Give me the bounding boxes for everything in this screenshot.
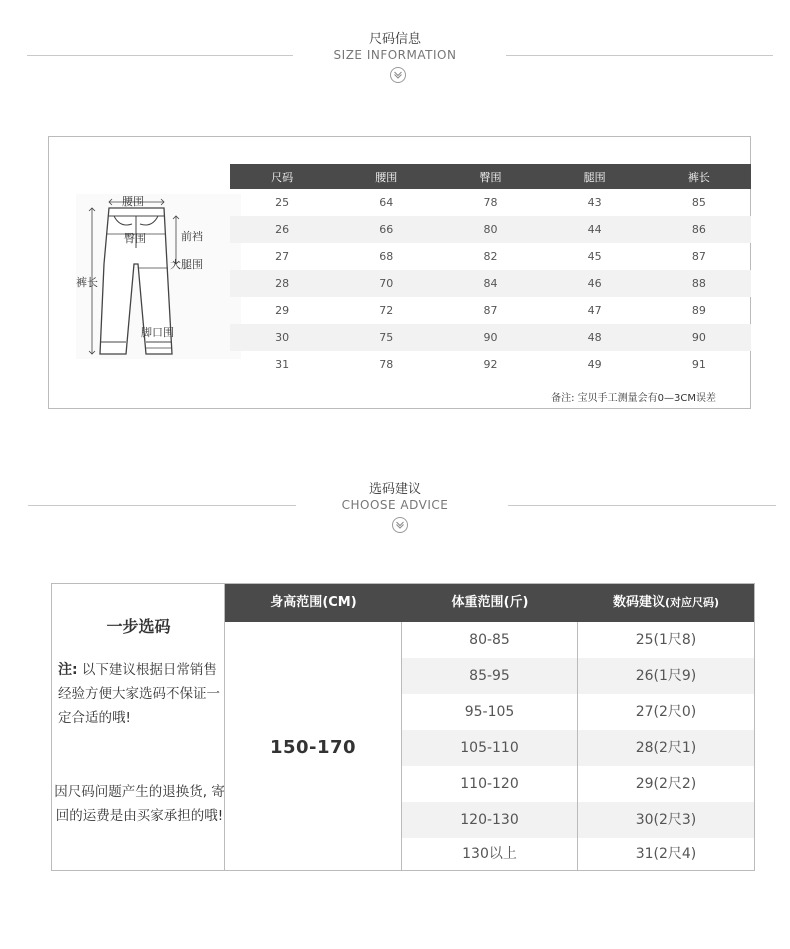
advice-section-title: 选码建议 — [368, 482, 421, 497]
height-range-value: 150-170 — [269, 737, 357, 758]
weight-cell: 95-105 — [402, 694, 578, 730]
advice-section-subtitle: CHOOSE ADVICE — [341, 498, 449, 512]
col-header-hip: 臀围 — [438, 164, 542, 189]
table-cell: 64 — [379, 196, 394, 209]
table-cell: 92 — [483, 358, 498, 371]
col-header-size: 尺码 — [230, 164, 334, 189]
table-cell: 43 — [587, 196, 602, 209]
table-row — [230, 270, 751, 297]
table-cell: 78 — [379, 358, 394, 371]
table-cell: 80 — [438, 216, 542, 243]
table-cell: 82 — [483, 250, 498, 263]
pants-diagram — [76, 194, 241, 359]
table-cell: 26 — [230, 216, 334, 243]
table-row — [230, 297, 751, 324]
weight-cell: 105-110 — [402, 730, 578, 766]
diagram-label-waist: 腰围 — [122, 195, 144, 208]
col-header-size-advice — [578, 584, 754, 622]
size-cell: 25(1尺8) — [635, 632, 697, 648]
table-cell: 89 — [691, 304, 706, 317]
table-cell: 72 — [379, 304, 394, 317]
table-cell: 30 — [230, 324, 334, 351]
size-section-header — [0, 26, 790, 86]
table-cell: 87 — [691, 250, 706, 263]
col-header-height-unit: (CM) — [322, 595, 357, 610]
table-cell: 91 — [691, 358, 706, 371]
table-cell: 46 — [543, 270, 647, 297]
table-cell: 28 — [230, 270, 334, 297]
diagram-label-thigh: 大腿围 — [170, 258, 203, 271]
size-table — [230, 164, 751, 378]
size-section-title: 尺码信息 — [368, 32, 421, 47]
table-cell: 47 — [587, 304, 602, 317]
table-cell: 29 — [275, 304, 290, 317]
chevron-down-circle-icon — [390, 67, 406, 83]
table-cell: 90 — [647, 324, 751, 351]
weight-cell: 85-95 — [402, 658, 578, 694]
table-row — [230, 189, 751, 216]
col-header-weight — [402, 584, 578, 622]
col-header-size-unit: (对应尺码) — [664, 596, 720, 609]
table-cell: 87 — [483, 304, 498, 317]
table-cell: 48 — [543, 324, 647, 351]
col-header-weight-unit: (斤) — [503, 595, 529, 610]
table-cell: 90 — [438, 324, 542, 351]
size-table-header-row — [230, 164, 751, 189]
size-cell: 28(2尺1) — [635, 740, 697, 756]
table-row — [230, 243, 751, 270]
size-cell: 26(1尺9) — [635, 668, 697, 684]
col-header-height-label: 身高范围 — [270, 595, 323, 610]
table-cell: 45 — [587, 250, 602, 263]
col-header-height — [225, 584, 402, 622]
table-cell: 44 — [543, 216, 647, 243]
table-row — [402, 730, 754, 766]
col-header-length: 裤长 — [647, 164, 751, 189]
size-cell: 29(2尺2) — [635, 776, 697, 792]
table-cell: 75 — [334, 324, 438, 351]
weight-cell: 110-120 — [402, 766, 578, 802]
diagram-label-hip: 臀围 — [124, 232, 146, 245]
table-cell: 88 — [647, 270, 751, 297]
size-cell: 31(2尺4) — [635, 846, 697, 862]
table-cell: 70 — [334, 270, 438, 297]
table-cell: 68 — [379, 250, 394, 263]
size-cell: 30(2尺3) — [635, 812, 697, 828]
table-row — [402, 766, 754, 802]
table-row — [230, 351, 751, 378]
measurement-note: 备注: 宝贝手工测量会有0—3CM误差 — [551, 393, 716, 404]
table-cell: 31 — [275, 358, 290, 371]
table-cell: 25 — [275, 196, 290, 209]
advice-left-panel — [52, 584, 225, 870]
table-cell: 49 — [587, 358, 602, 371]
table-cell: 84 — [438, 270, 542, 297]
table-cell: 85 — [691, 196, 706, 209]
table-row — [402, 694, 754, 730]
col-header-waist: 腰围 — [334, 164, 438, 189]
table-row — [230, 216, 751, 243]
size-cell: 27(2尺0) — [635, 704, 697, 720]
advice-note — [58, 658, 223, 730]
table-cell: 66 — [334, 216, 438, 243]
advice-note-label: 注: — [58, 662, 78, 678]
advice-section-header — [0, 477, 790, 537]
table-row — [402, 622, 754, 658]
col-header-weight-label: 体重范围 — [451, 595, 504, 610]
table-row — [402, 802, 754, 838]
size-section-subtitle: SIZE INFORMATION — [333, 48, 457, 62]
diagram-label-front-rise: 前裆 — [181, 230, 203, 243]
col-header-thigh: 腿围 — [543, 164, 647, 189]
advice-left-title: 一步选码 — [106, 617, 171, 636]
chevron-down-circle-icon — [392, 517, 408, 533]
weight-cell: 80-85 — [402, 622, 578, 658]
col-header-size-label: 数码建议 — [612, 595, 665, 610]
table-row — [402, 658, 754, 694]
advice-return-note: 因尺码问题产生的退换货, 寄回的运费是由买家承担的哦! — [54, 784, 225, 824]
advice-note-text: 以下建议根据日常销售经验方便大家选码不保证一定合适的哦! — [58, 662, 220, 726]
height-range-cell — [225, 622, 402, 870]
table-row — [230, 324, 751, 351]
advice-table — [51, 583, 755, 871]
size-info-panel — [48, 136, 751, 409]
table-cell: 86 — [647, 216, 751, 243]
weight-cell: 130以上 — [402, 838, 578, 870]
diagram-label-leg-opening: 脚口围 — [141, 326, 174, 339]
diagram-label-length: 裤长 — [76, 276, 98, 289]
table-cell: 78 — [483, 196, 498, 209]
weight-cell: 120-130 — [402, 802, 578, 838]
table-cell: 27 — [275, 250, 290, 263]
table-row — [402, 838, 754, 870]
